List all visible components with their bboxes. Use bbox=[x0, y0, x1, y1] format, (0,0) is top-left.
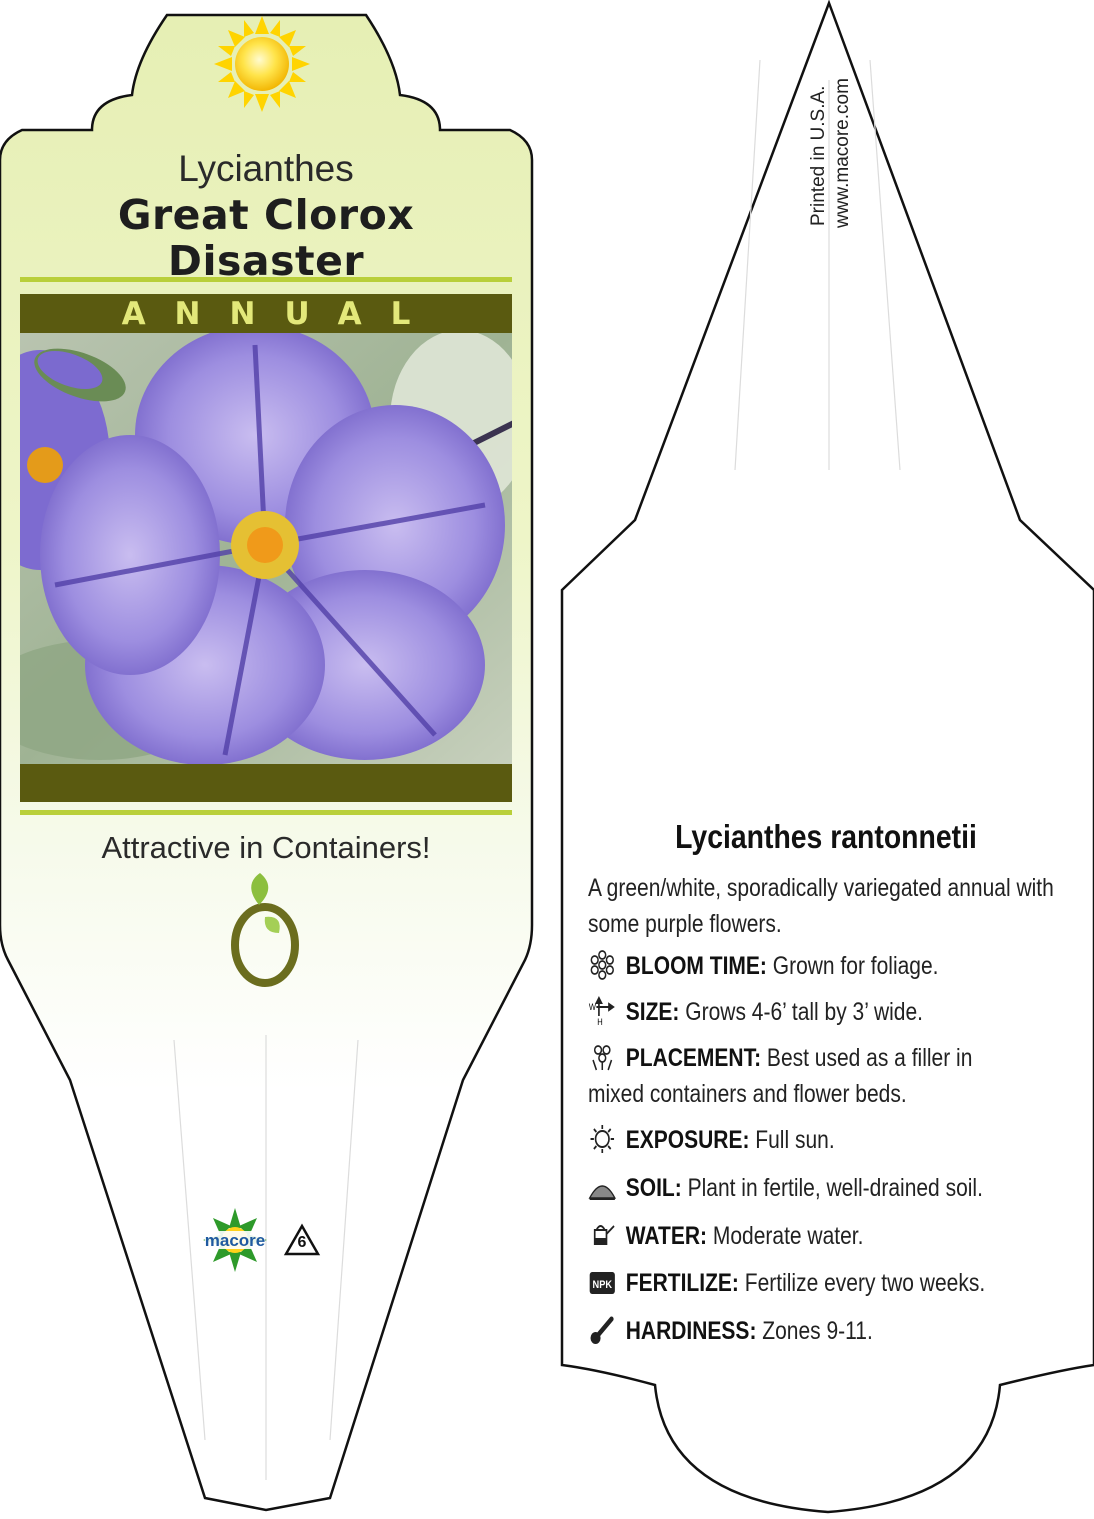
placement-icon bbox=[588, 1042, 617, 1072]
description: A green/white, sporadically variegated annual with some purple flowers. bbox=[588, 874, 1054, 938]
care-row-exposure: EXPOSURE: Full sun. bbox=[588, 1122, 1058, 1158]
care-row-size: W H SIZE: Grows 4-6’ tall by 3’ wide. bbox=[588, 998, 923, 1026]
cultivar-line-2: Disaster bbox=[167, 237, 365, 285]
flower-icon bbox=[588, 950, 617, 980]
care-row-hardiness: HARDINESS: Zones 9-11. bbox=[588, 1313, 1058, 1349]
photo-bottom-band bbox=[20, 764, 512, 802]
recycle-code: 6 bbox=[297, 1234, 307, 1251]
svg-text:NPK: NPK bbox=[592, 1279, 613, 1292]
cultivar-line-1: Great Clorox bbox=[117, 191, 415, 239]
npk-icon bbox=[588, 1267, 617, 1297]
size-arrows-icon bbox=[588, 996, 617, 1026]
watering-can-icon bbox=[588, 1220, 617, 1250]
care-row-fertilize: NPK FERTILIZE: Fertilize every two weeks. bbox=[588, 1265, 1058, 1301]
flower-photo bbox=[0, 325, 530, 765]
tagline: Attractive in Containers! bbox=[101, 830, 431, 865]
svg-text:H: H bbox=[597, 1016, 603, 1026]
care-row-water: WATER: Moderate water. bbox=[588, 1218, 1058, 1254]
svg-text:W: W bbox=[588, 1001, 596, 1013]
genus-name: Lycianthes bbox=[178, 148, 354, 189]
website: www.macore.com bbox=[832, 78, 853, 228]
sun-icon bbox=[588, 1124, 617, 1154]
soil-icon bbox=[588, 1172, 617, 1202]
printed-in-usa: Printed in U.S.A. bbox=[808, 85, 829, 226]
care-row-bloom-time: BLOOM TIME: Grown for foliage. bbox=[588, 948, 1058, 984]
cultivar-name bbox=[20, 192, 512, 284]
botanical-name: Lycianthes rantonnetii bbox=[675, 818, 977, 855]
svg-text:macore: macore bbox=[204, 1231, 266, 1250]
thermometer-icon bbox=[588, 1315, 617, 1345]
care-row-soil: SOIL: Plant in fertile, well-drained soil. bbox=[588, 1170, 1058, 1206]
sun-icon bbox=[214, 16, 310, 112]
plant-type-label: ANNUAL bbox=[121, 296, 440, 332]
care-row-placement: PLACEMENT: Best used as a filler in mixed containers and flower beds. bbox=[588, 1044, 973, 1108]
